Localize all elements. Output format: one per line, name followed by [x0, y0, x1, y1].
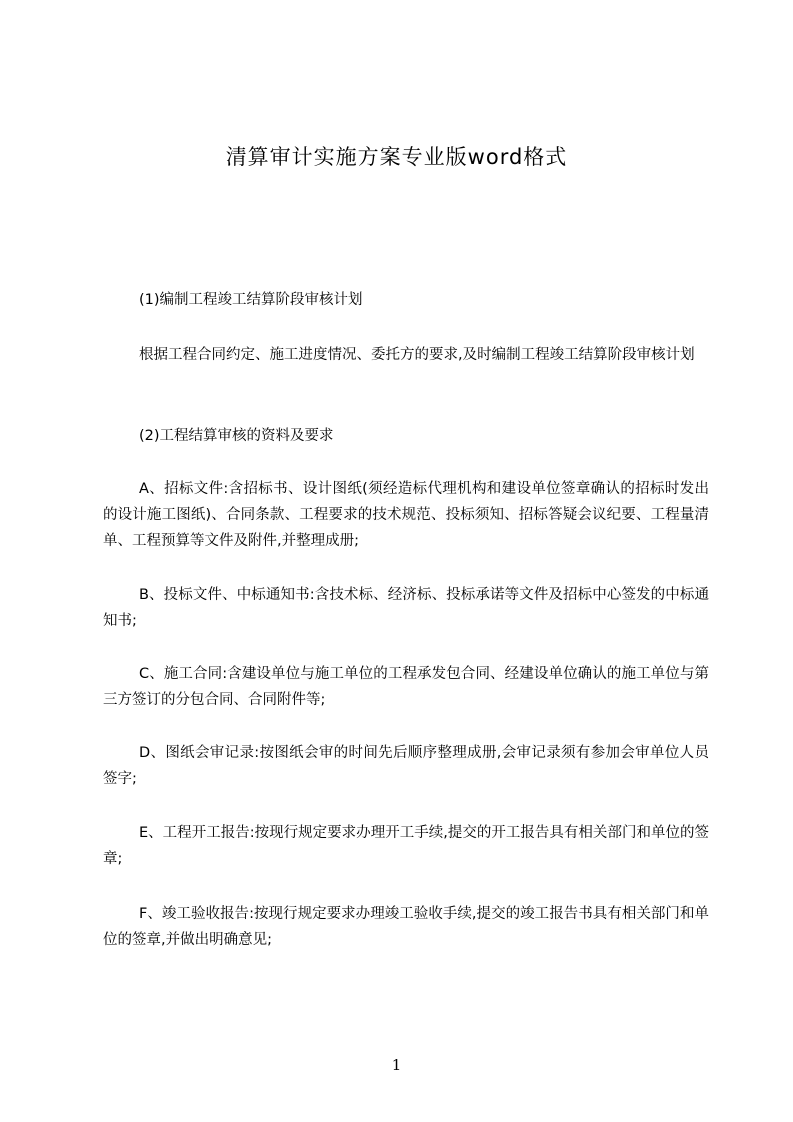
page-number: 1 [391, 1056, 402, 1074]
paragraph-item-a: A、招标文件:含招标书、设计图纸(须经造标代理机构和建设单位签章确认的招标时发出的设计施工图纸)、合同条款、工程要求的技术规范、投标须知、招标答疑会议纪要、工程量清单、工程预算等文件及附件,并整理成册; [103, 481, 709, 549]
section-heading-2: (2)工程结算审核的资料及要求 [139, 428, 334, 444]
paragraph-item-d: D、图纸会审记录:按图纸会审的时间先后顺序整理成册,会审记录须有参加会审单位人员签字; [103, 745, 709, 787]
paragraph-audit-plan: 根据工程合同约定、施工进度情况、委托方的要求,及时编制工程竣工结算阶段审核计划 [139, 347, 695, 363]
section-heading-1: (1)编制工程竣工结算阶段审核计划 [139, 292, 363, 308]
paragraph-item-c: C、施工合同:含建设单位与施工单位的工程承发包合同、经建设单位确认的施工单位与第三方签订的分包合同、合同附件等; [103, 666, 709, 708]
document-title: 清算审计实施方案专业版word格式 [225, 145, 568, 169]
paragraph-item-b: B、投标文件、中标通知书:含技术标、经济标、投标承诺等文件及招标中心签发的中标通知书; [103, 587, 709, 629]
paragraph-item-f: F、竣工验收报告:按现行规定要求办理竣工验收手续,提交的竣工报告书具有相关部门和单位的签章,并做出明确意见; [103, 906, 709, 948]
paragraph-item-e: E、工程开工报告:按现行规定要求办理开工手续,提交的开工报告具有相关部门和单位的签章; [103, 825, 709, 867]
